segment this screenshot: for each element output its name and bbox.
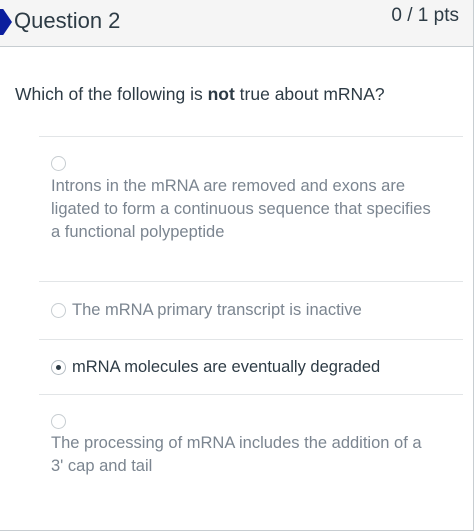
- radio-selected-dot: [56, 365, 61, 370]
- divider: [39, 136, 463, 137]
- answer-4-line-2: 3' cap and tail: [51, 457, 153, 475]
- divider: [39, 339, 463, 340]
- question-text-before: Which of the following is: [15, 84, 208, 104]
- question-header: [0, 0, 473, 47]
- question-text-emphasis: not: [207, 84, 235, 104]
- question-text: [15, 84, 455, 105]
- answer-2-radio[interactable]: [51, 303, 66, 318]
- answer-3-radio[interactable]: [51, 360, 66, 375]
- question-points: 0 / 1 pts: [391, 5, 459, 26]
- answer-1-radio[interactable]: [51, 156, 66, 171]
- answer-4-label[interactable]: [51, 432, 461, 478]
- question-text-after: true about mRNA?: [234, 84, 385, 104]
- flag-marker-icon[interactable]: [0, 9, 12, 35]
- answer-3-label[interactable]: mRNA molecules are eventually degraded: [72, 358, 381, 376]
- answer-4-radio[interactable]: [51, 414, 66, 429]
- answer-1-line-3: a functional polypeptide: [51, 223, 225, 241]
- answer-1-line-1: Introns in the mRNA are removed and exons are: [51, 177, 406, 195]
- answer-1-line-2: ligated to form a continuous sequence that specifies: [51, 200, 431, 218]
- divider: [39, 394, 463, 395]
- answer-1-label[interactable]: [51, 175, 461, 244]
- answer-4-line-1: The processing of mRNA includes the addition of a: [51, 434, 422, 452]
- question-title: Question 2: [14, 8, 121, 33]
- divider: [39, 281, 463, 282]
- answer-2-label[interactable]: The mRNA primary transcript is inactive: [72, 301, 362, 319]
